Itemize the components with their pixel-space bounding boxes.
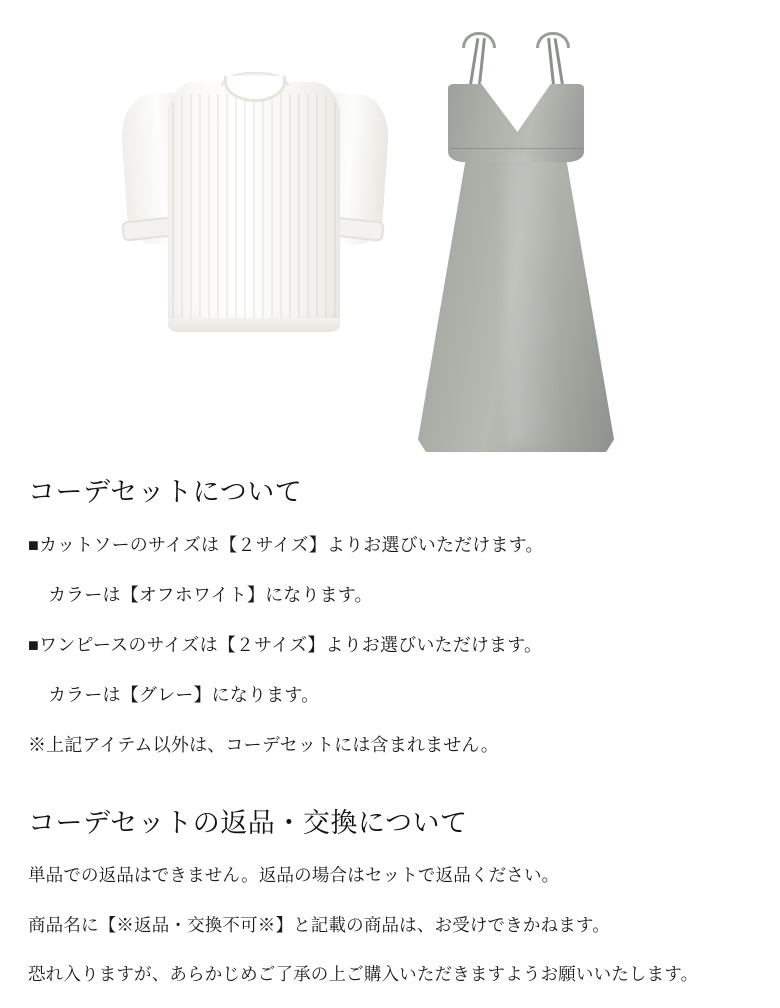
cut-and-sewn-top-image [120,60,390,340]
about-line-1: ■カットソーのサイズは【２サイズ】よりお選びいただけます。 [28,535,544,555]
product-image-area [0,0,780,470]
returns-lines [28,860,752,991]
about-line-5: ※上記アイテム以外は、コーデセットには含まれません。 [28,735,499,756]
section-about-coordinate-set [28,470,752,761]
returns-line-1: 単品での返品はできません。返品の場合はセットで返品ください。 [28,865,560,886]
section-heading-about: コーデセットについて [28,477,303,507]
about-line-2: カラーは【オフホワイト】になります。 [48,585,373,606]
about-lines [28,529,752,761]
returns-line-2: 商品名に【※返品・交換不可※】と記載の商品は、お受けできかねます。 [28,914,610,935]
section-heading-returns: コーデセットの返品・交換について [28,808,468,839]
dress-waist-seam [450,148,582,149]
dress-highlight [506,156,560,446]
section-returns-exchange [28,801,752,991]
description-content [0,470,780,1008]
returns-line-3: 恐れ入りますが、あらかじめご了承の上ご購入いただきますようお願いいたします。 [28,963,699,984]
about-line-3: ■ワンピースのサイズは【２サイズ】よりお選びいただけます。 [28,635,543,656]
tee-hem [168,318,340,332]
about-line-4: カラーは【グレー】になります。 [48,685,320,706]
tee-rib-texture [168,94,340,332]
camisole-dress-image [410,30,670,460]
